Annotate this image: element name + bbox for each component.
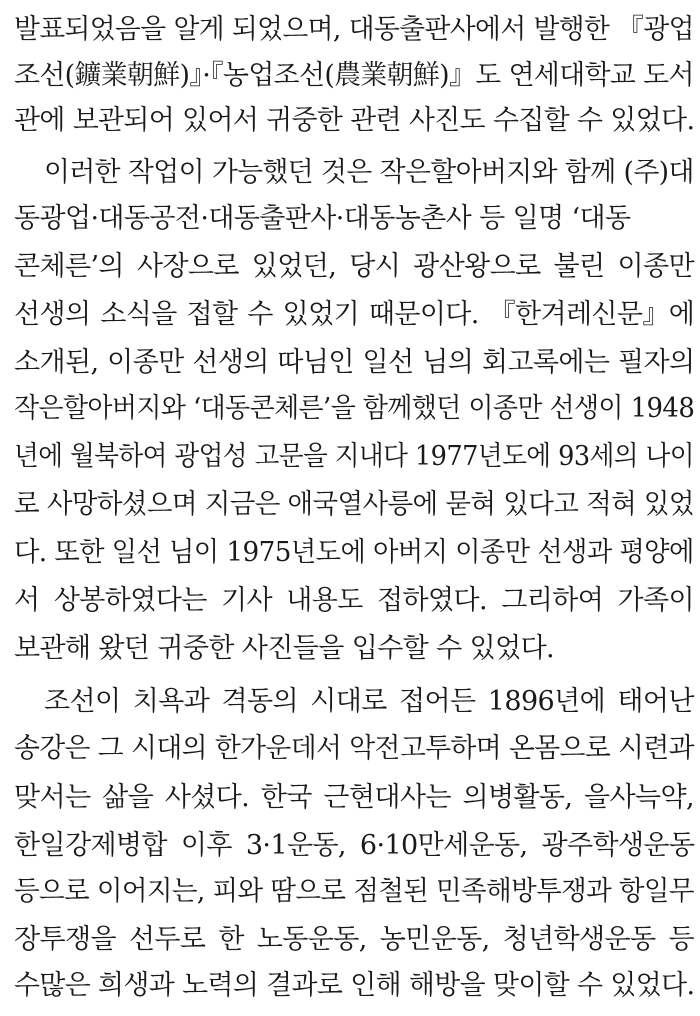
text-line: 동광업·대동공전·대동출판사·대동농촌사 등 일명 ‘대동 (14, 203, 631, 234)
text-line: 작은할아버지와 ‘대동콘체른’을 함께했던 이종만 선생이 1948 (14, 393, 695, 424)
text-line: 서 상봉하였다는 기사 내용도 접하였다. 그리하여 가족이 (14, 585, 694, 616)
text-line: 장투쟁을 선두로 한 노동운동, 농민운동, 청년학생운동 등 (14, 924, 694, 955)
text-line: 조선(鑛業朝鮮)』·『농업조선(農業朝鮮)』도 연세대학교 도서 (14, 60, 694, 91)
text-line: 송강은 그 시대의 한가운데서 악전고투하며 온몸으로 시련과 (14, 733, 694, 764)
text-line: 등으로 이어지는, 피와 땀으로 점철된 민족해방투쟁과 항일무 (14, 876, 694, 907)
text-line: 수많은 희생과 노력의 결과로 인해 해방을 맞이할 수 있었다. (14, 970, 695, 1001)
text-line: 콘체른’의 사장으로 있었던, 당시 광산왕으로 불린 이종만 (14, 251, 694, 282)
text-line: 맞서는 삶을 사셨다. 한국 근현대사는 의병활동, 을사늑약, (14, 782, 694, 813)
document-page (14, 0, 694, 1016)
text-line: 소개된, 이종만 선생의 따님인 일선 님의 회고록에는 필자의 (14, 347, 695, 378)
text-line: 년에 월북하여 광업성 고문을 지내다 1977년도에 93세의 나이 (14, 441, 694, 472)
text-line: 관에 보관되어 있어서 귀중한 관련 사진도 수집할 수 있었다. (14, 105, 695, 136)
text-line: 한일강제병합 이후 3·1운동, 6·10만세운동, 광주학생운동 (14, 830, 695, 861)
text-line: 발표되었음을 알게 되었으며, 대동출판사에서 발행한 『광업 (14, 14, 694, 45)
text-line: 로 사망하셨으며 지금은 애국열사릉에 묻혀 있다고 적혀 있었 (14, 489, 694, 520)
text-line: 다. 또한 일선 님이 1975년도에 아버지 이종만 선생과 평양에 (14, 537, 694, 568)
text-line: 보관해 왔던 귀중한 사진들을 입수할 수 있었다. (14, 633, 555, 664)
text-line: 선생의 소식을 접할 수 있었기 때문이다. 『한겨레신문』에 (14, 299, 695, 330)
paragraph-first-line: 조선이 치욕과 격동의 시대로 접어든 1896년에 태어난 (44, 686, 694, 717)
paragraph-first-line: 이러한 작업이 가능했던 것은 작은할아버지와 함께 (주)대 (44, 157, 694, 188)
